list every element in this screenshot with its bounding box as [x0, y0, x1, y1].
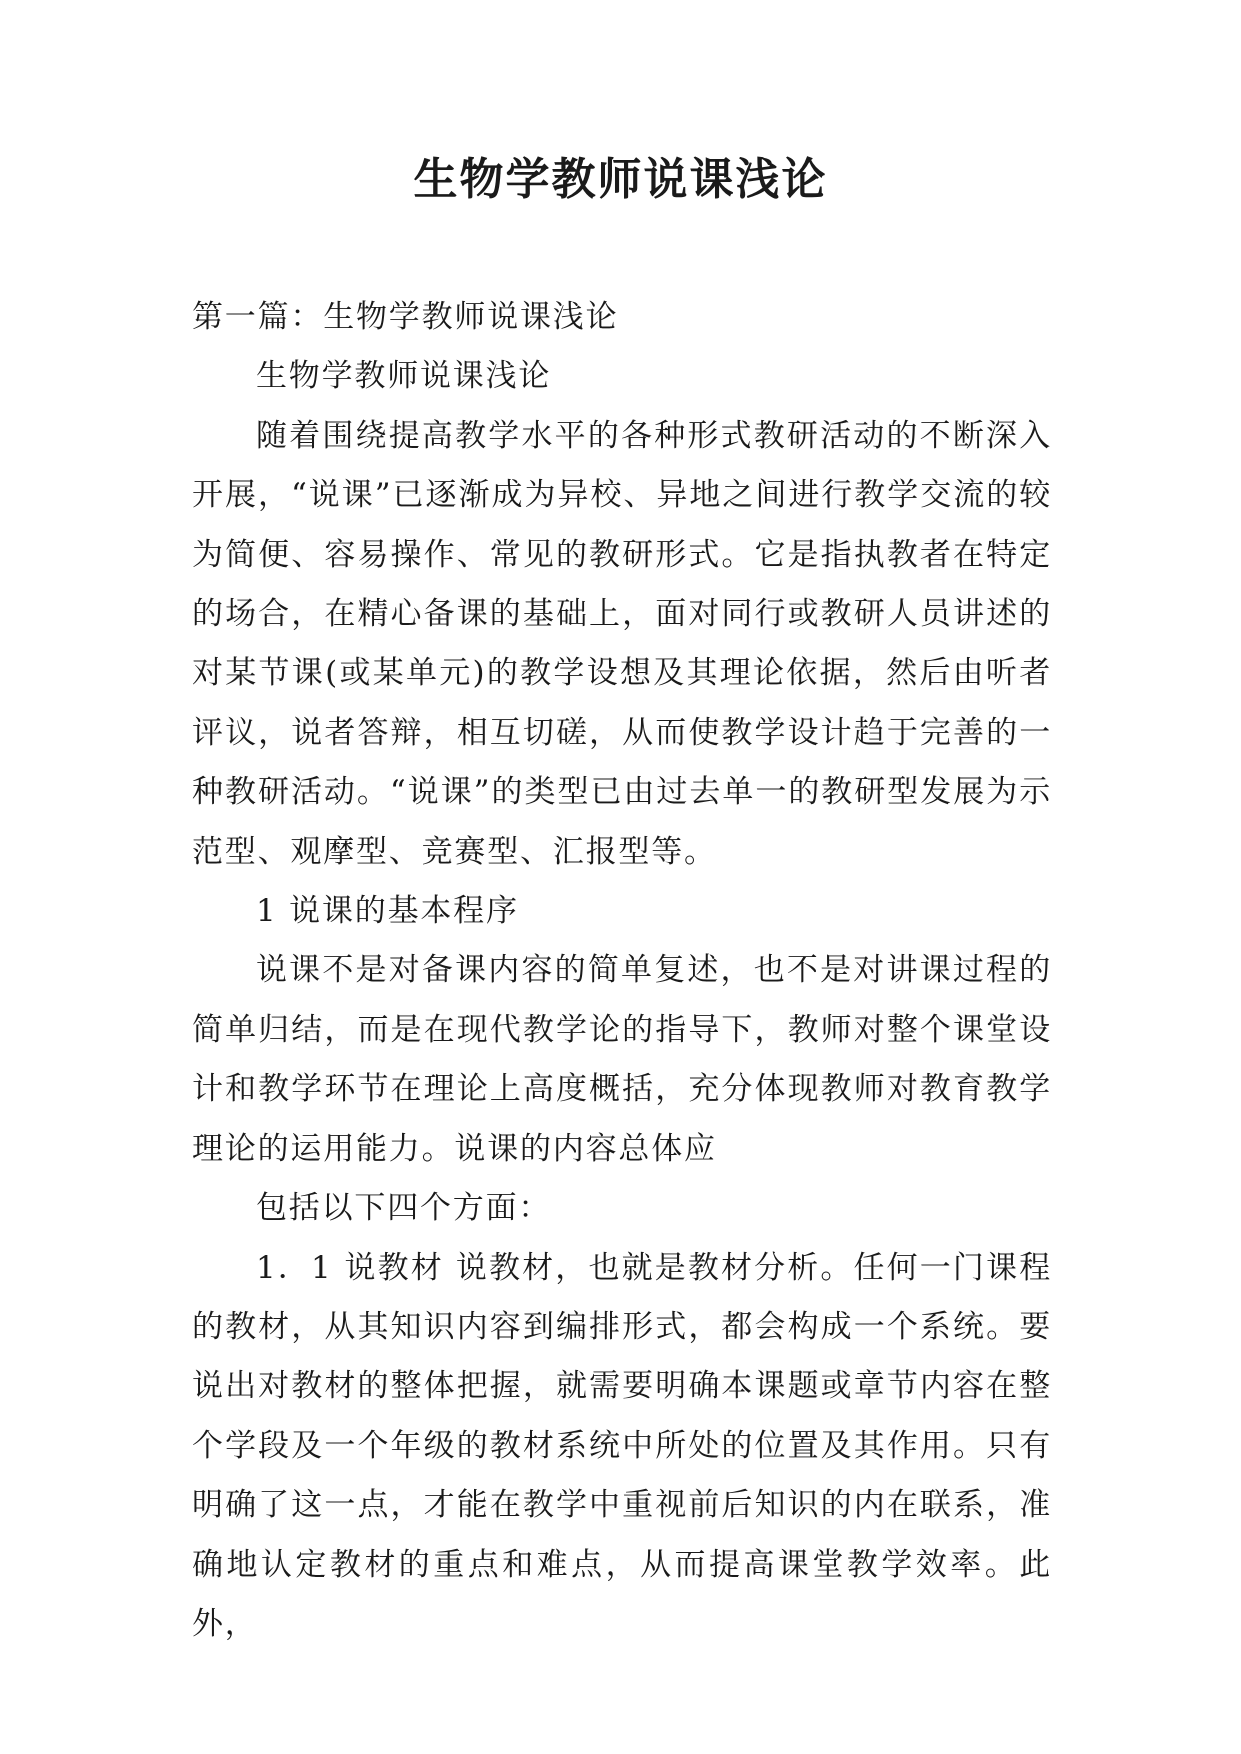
paragraph-intro: 随着围绕提高教学水平的各种形式教研活动的不断深入开展，“说课”已逐渐成为异校、异地之间进行教学交流的较为简便、容易操作、常见的教研形式。它是指执教者在特定的场合，在精心备课的基础上，面对同行或教研人员讲述的对某节课(或某单元)的教学设想及其理论依据，然后由听者评议，说者答辩，相互切磋，从而使教学设计趋于完善的一种教研活动。“说课”的类型已由过去单一的教研型发展为示范型、观摩型、竞赛型、汇报型等。: [192, 417, 1052, 870]
paragraph-teaching-material: 1．1 说教材 说教材，也就是教材分析。任何一门课程的教材，从其知识内容到编排形式，都会构成一个系统。要说出对教材的整体把握，就需要明确本课题或章节内容在整个学段及一个年级的教材系统中所处的位置及其作用。只有明确了这一点，才能在教学中重视前后知识的内在联系，准确地认定教材的重点和难点，从而提高课堂教学效率。此外，: [192, 1249, 1052, 1642]
document-body: [192, 288, 1052, 1654]
paragraph-four-aspects: 包括以下四个方面：: [256, 1190, 552, 1227]
paragraph-procedure: 说课不是对备课内容的简单复述，也不是对讲课过程的简单归结，而是在现代教学论的指导下，教师对整个课堂设计和教学环节在理论上高度概括，充分体现教师对教育教学理论的运用能力。说课的内容总体应: [192, 952, 1052, 1167]
article-title: 生物学教师说课浅论: [256, 358, 552, 395]
subsection-heading: 1 说课的基本程序: [256, 893, 519, 930]
document-title: 生物学教师说课浅论: [413, 154, 828, 205]
section-heading: 第一篇：生物学教师说课浅论: [192, 299, 619, 335]
